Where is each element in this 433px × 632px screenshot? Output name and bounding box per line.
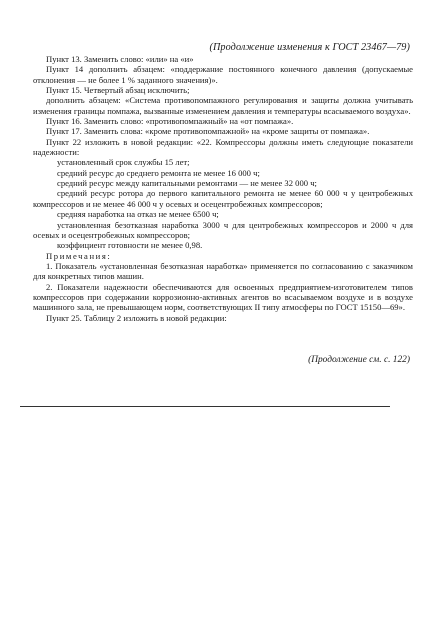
reliability-failure-free: установленная безотказная наработка 3000 ч для центробежных компрессоров и 2000 ч для осевых и осецентробежных компрессоров; [33,219,413,240]
paragraph-item-25: Пункт 25. Таблицу 2 изложить в новой редакции: [46,312,227,323]
paragraph-item-22: Пункт 22 изложить в новой редакции: «22. Компрессоры должны иметь следующие показатели надежности: [33,136,413,158]
paragraph-item-17: Пункт 17. Заменить слова: «кроме противопомпажной» на «кроме защиты от помпажа». [46,126,370,137]
reliability-service-life: установленный срок службы 15 лет; [57,157,190,168]
note-2: 2. Показатели надежности обеспечиваются для освоенных предприятием-изготовителем типов компрессоров при содержании коррозионно-активных агентов во всасываемом воздухе и в воздухе машинного зала, не превышающем норм, соответствующих II типу атмосферы по ГОСТ 15150—69». [33,281,413,313]
reliability-medium-repair: средний ресурс до среднего ремонта не менее 16 000 ч; [57,167,260,178]
paragraph-item-15: Пункт 15. Четвертый абзац исключить; [46,85,190,96]
reliability-rotor: средний ресурс ротора до первого капитального ремонта не менее 60 000 ч у центробежных компрессоров и не менее 46 000 ч у осевых и осецентробежных компрессоров; [33,188,413,209]
continued-note: (Продолжение см. с. 122) [308,355,410,365]
document-body [33,54,413,323]
note-1: 1. Показатель «установленная безотказная наработка» применяется по согласованию с заказчиком для конкретных типов машин. [33,260,413,282]
reliability-availability: коэффициент готовности не менее 0,98. [57,240,203,251]
paragraph-item-16: Пункт 16. Заменить слово: «противопомпажный» на «от помпажа». [46,116,294,127]
reliability-overhaul: средний ресурс между капитальными ремонтами — не менее 32 000 ч; [57,178,317,189]
horizontal-rule [20,406,390,407]
paragraph-item-13: Пункт 13. Заменить слово: «или» на «и» [46,54,194,64]
reliability-mtbf: средняя наработка на отказ не менее 6500 ч; [57,209,219,220]
continuation-header: (Продолжение изменения к ГОСТ 23467—79) [209,42,410,53]
paragraph-item-14: Пункт 14 дополнить абзацем: «поддержание постоянного конечного давления (допускаемые отклонения — не более 1 % заданного значения)». [33,64,413,85]
notes-heading: Примечания: [46,250,112,261]
paragraph-item-15-addition: дополнить абзацем: «Система противопомпажного регулирования и защиты должна учитывать изменения границы помпажа, вызванные изменением давления и температуры всасываемого воздуха». [33,95,413,116]
